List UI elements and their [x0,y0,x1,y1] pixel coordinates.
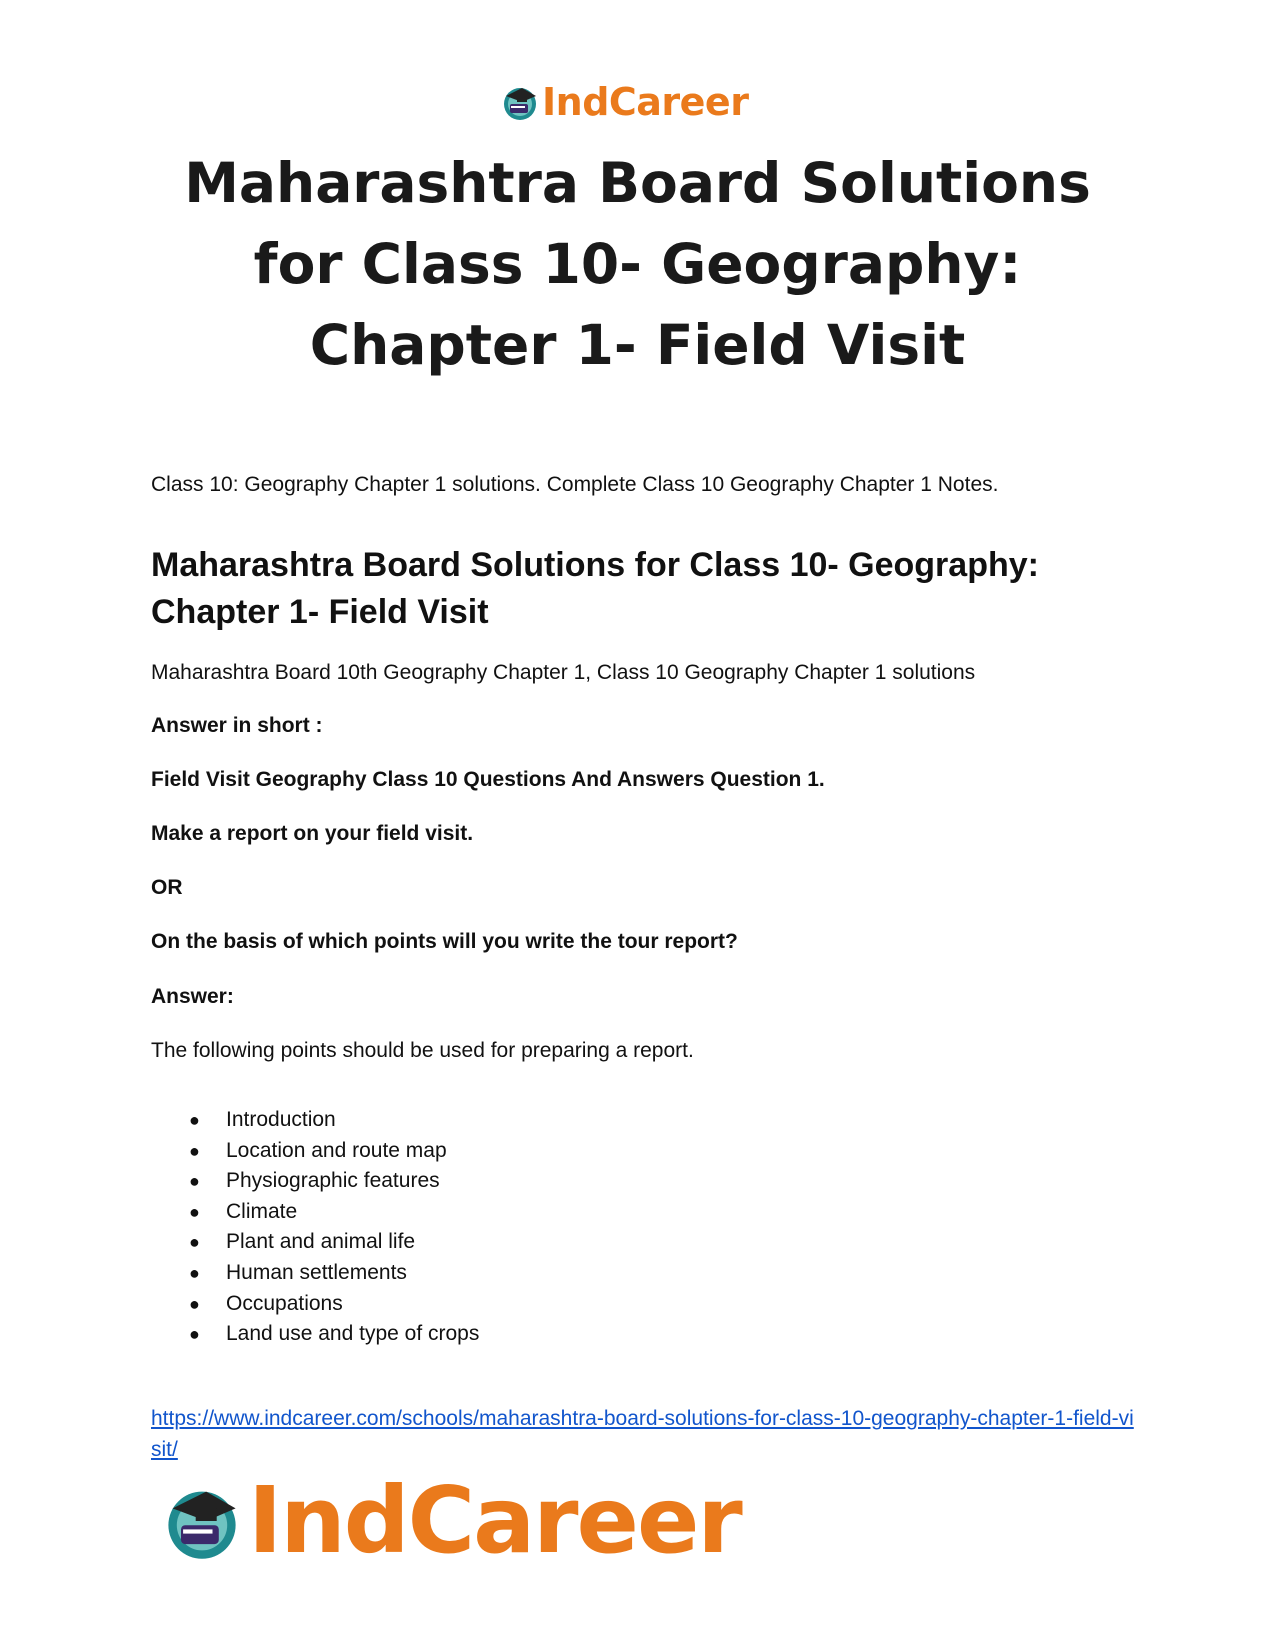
list-item: ● Climate [151,1197,479,1228]
section-heading: Maharashtra Board Solutions for Class 10- Geography: Chapter 1- Field Visit [151,546,1039,631]
list-item: ● Occupations [151,1289,479,1320]
graduation-cap-globe-icon [500,82,540,122]
bullet-icon: ● [189,1140,200,1161]
graduation-cap-globe-icon [160,1479,244,1563]
answer-label: Answer: [151,985,234,1008]
logo-text: IndCareer [248,1467,741,1574]
bullet-icon: ● [189,1324,200,1345]
question-heading: Field Visit Geography Class 10 Questions And Answers Question 1. [151,768,825,791]
logo-text: IndCareer [542,80,749,124]
source-link[interactable]: https://www.indcareer.com/schools/maharashtra-board-solutions-for-class-10-geography-chapter-1-field-visit/ [151,1407,1134,1461]
bullet-icon: ● [189,1262,200,1283]
logo-top [500,80,748,124]
list-item: ● Physiographic features [151,1166,479,1197]
question-alt-text: On the basis of which points will you write the tour report? [151,930,738,953]
answer-in-short-label: Answer in short : [151,714,323,737]
answer-intro: The following points should be used for preparing a report. [151,1039,694,1062]
bullet-icon: ● [189,1293,200,1314]
list-item: ● Location and route map [151,1136,479,1167]
bullet-icon: ● [189,1201,200,1222]
bullet-icon: ● [189,1110,200,1130]
list-item: ● Plant and animal life [151,1227,479,1258]
list-item: ● Human settlements [151,1258,479,1289]
bullet-icon: ● [189,1171,200,1192]
list-item: ● Introduction [151,1105,479,1136]
logo-bottom [160,1467,741,1574]
question-text: Make a report on your field visit. [151,822,474,845]
points-list [151,1105,479,1350]
list-item: ● Land use and type of crops [151,1319,479,1350]
intro-text: Class 10: Geography Chapter 1 solutions. Complete Class 10 Geography Chapter 1 Notes. [151,473,999,496]
bullet-icon: ● [189,1232,200,1253]
subtitle-text: Maharashtra Board 10th Geography Chapter 1, Class 10 Geography Chapter 1 solutions [151,661,976,684]
or-text: OR [151,876,183,899]
page-title: Maharashtra Board Solutions for Class 10- Geography: Chapter 1- Field Visit [184,151,1091,377]
